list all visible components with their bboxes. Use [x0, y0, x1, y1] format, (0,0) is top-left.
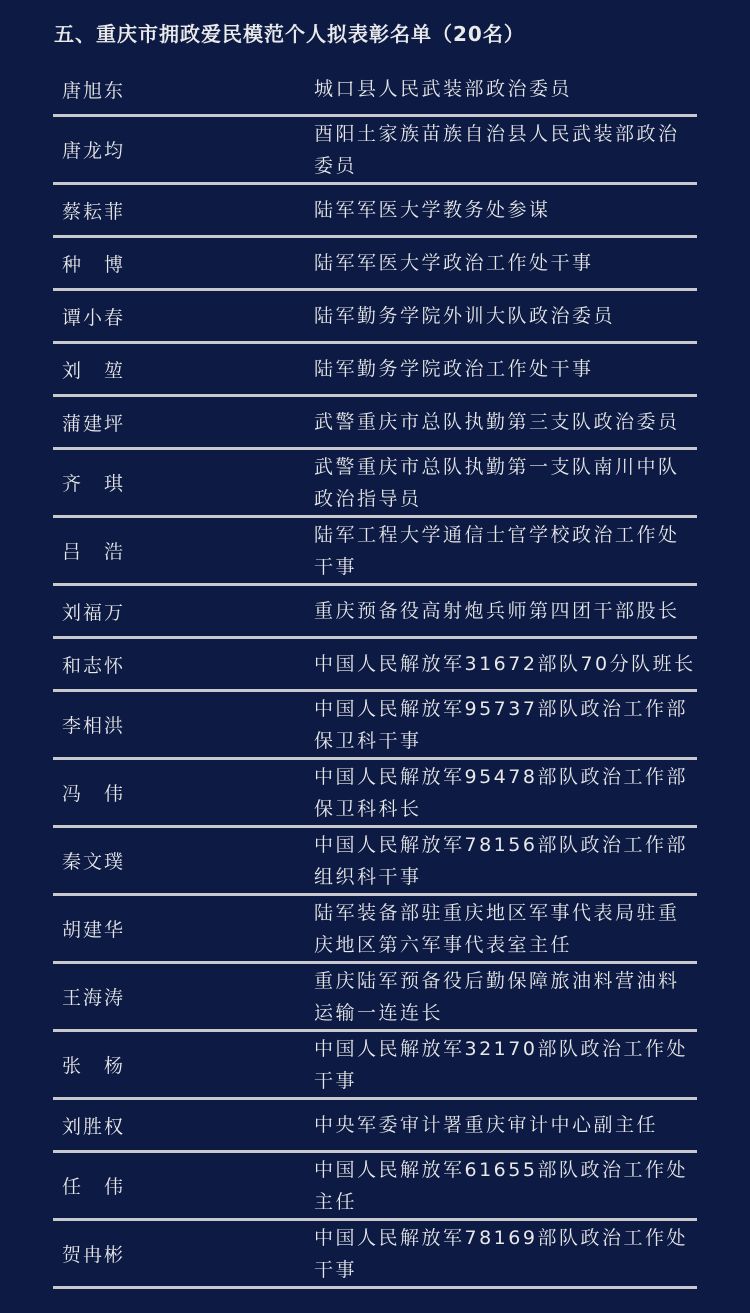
list-row	[53, 344, 697, 397]
honoree-name: 蔡耘菲	[62, 200, 126, 223]
list-row	[53, 518, 697, 586]
honoree-post: 陆军工程大学通信士官学校政治工作处干事	[314, 523, 680, 578]
honoree-name: 和志怀	[62, 654, 126, 677]
honoree-post: 武警重庆市总队执勤第一支队南川中队政治指导员	[314, 455, 680, 510]
honoree-post: 陆军军医大学教务处参谋	[314, 199, 551, 221]
list-row	[53, 586, 697, 639]
honoree-name: 蒲建坪	[62, 412, 126, 435]
honoree-post: 酉阳土家族苗族自治县人民武装部政治委员	[314, 122, 680, 177]
list-row	[53, 117, 697, 185]
list-row	[53, 1153, 697, 1221]
honoree-name: 刘 堃	[62, 359, 126, 382]
honoree-post: 中国人民解放军95478部队政治工作部保卫科科长	[314, 765, 688, 820]
honoree-name: 胡建华	[62, 919, 126, 941]
honoree-name: 唐旭东	[62, 79, 126, 102]
honoree-name: 冯 伟	[62, 783, 126, 805]
honoree-post: 陆军勤务学院外训大队政治委员	[314, 305, 616, 327]
honoree-name: 王海涛	[62, 987, 126, 1009]
honoree-post: 中央军委审计署重庆审计中心副主任	[314, 1114, 659, 1136]
list-row	[53, 1221, 697, 1289]
honoree-name: 谭小春	[62, 306, 126, 329]
honoree-post: 陆军勤务学院政治工作处干事	[314, 358, 594, 380]
honoree-post: 陆军装备部驻重庆地区军事代表局驻重庆地区第六军事代表室主任	[314, 901, 680, 956]
honoree-post: 武警重庆市总队执勤第三支队政治委员	[314, 411, 680, 433]
list-row	[53, 828, 697, 896]
list-row	[53, 238, 697, 291]
list-row	[53, 760, 697, 828]
list-row	[53, 639, 697, 692]
honoree-name: 齐 琪	[62, 473, 126, 495]
list-row	[53, 1100, 697, 1153]
list-row	[53, 964, 697, 1032]
honoree-name: 秦文璞	[62, 851, 126, 873]
list-row	[53, 64, 697, 117]
honoree-post: 重庆陆军预备役后勤保障旅油料营油料运输一连连长	[314, 969, 680, 1024]
list-row	[53, 291, 697, 344]
honoree-post: 中国人民解放军31672部队70分队班长	[314, 653, 696, 675]
list-row	[53, 1032, 697, 1100]
honoree-post: 中国人民解放军78156部队政治工作部组织科干事	[314, 833, 688, 888]
honoree-name: 李相洪	[62, 715, 126, 737]
list-row	[53, 185, 697, 238]
honoree-post: 重庆预备役高射炮兵师第四团干部股长	[314, 600, 680, 622]
list-row	[53, 397, 697, 450]
honoree-post: 中国人民解放军32170部队政治工作处干事	[314, 1037, 688, 1092]
honoree-list	[53, 64, 697, 1289]
honoree-name: 刘福万	[62, 601, 126, 624]
honoree-post: 中国人民解放军95737部队政治工作部保卫科干事	[314, 697, 688, 752]
list-row	[53, 896, 697, 964]
list-row	[53, 450, 697, 518]
honoree-name: 吕 浩	[62, 541, 126, 563]
honoree-name: 唐龙均	[62, 140, 126, 162]
honoree-post: 中国人民解放军61655部队政治工作处主任	[314, 1158, 688, 1213]
honoree-name: 张 杨	[62, 1055, 126, 1077]
honoree-post: 中国人民解放军78169部队政治工作处干事	[314, 1226, 688, 1281]
list-row	[53, 692, 697, 760]
honoree-post: 城口县人民武装部政治委员	[314, 78, 573, 100]
honoree-name: 种 博	[62, 253, 126, 276]
honoree-name: 刘胜权	[62, 1115, 126, 1138]
honoree-post: 陆军军医大学政治工作处干事	[314, 252, 594, 274]
list-heading: 五、重庆市拥政爱民模范个人拟表彰名单（20名）	[54, 22, 525, 46]
honoree-name: 任 伟	[62, 1176, 126, 1198]
honoree-name: 贺冉彬	[62, 1244, 126, 1266]
